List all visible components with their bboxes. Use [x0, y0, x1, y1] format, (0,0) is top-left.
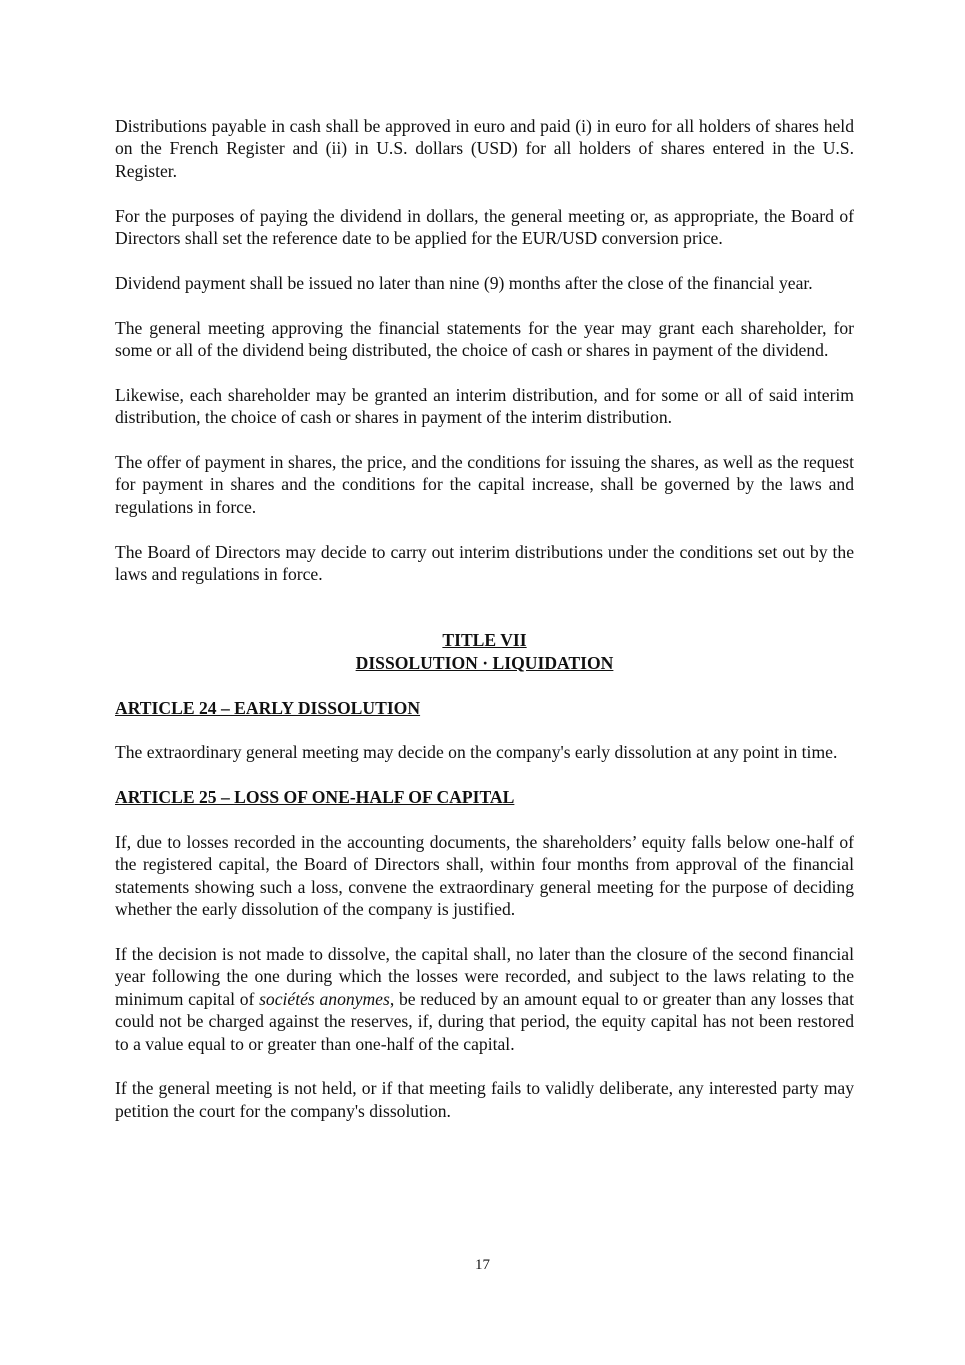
article-25-paragraph-2: [115, 943, 854, 1055]
article-25-paragraph-2-italic: sociétés anonymes: [259, 988, 390, 1009]
paragraph-dividend-currency: Distributions payable in cash shall be approved in euro and paid (i) in euro for all holders of shares held on the French Register and (ii) in U.S. dollars (USD) for all holders of shares entered in the U.S. Register.: [115, 116, 854, 181]
title-line-2: DISSOLUTION · LIQUIDATION: [355, 652, 614, 673]
title-line-1: TITLE VII: [442, 630, 527, 651]
paragraph-dividend-dollars: For the purposes of paying the dividend in dollars, the general meeting or, as appropriate, the Board of Directors shall set the reference date to be applied for the EUR/USD conversion price.: [115, 205, 854, 249]
article-25-paragraph-2-end: , be reduced by an amount equal to or greater than any losses that could not be charged against the reserves, if, during that period, the equity capital has not been restored to a value equal to or greater than one-half of the capital.: [115, 988, 854, 1054]
paragraph-interim-distribution: Likewise, each shareholder may be granted an interim distribution, and for some or all of said interim distribution, the choice of cash or shares in payment of the interim distribution.: [115, 384, 854, 428]
title-heading: [115, 629, 854, 674]
article-25-paragraph-2-start: If the decision is not made to dissolve, the capital shall, no later than the closure of the second financial year following the one during which the losses were recorded, and subject to the laws relating to the minimum capital of: [115, 944, 854, 1009]
page-number: 17: [475, 1257, 490, 1273]
document-page: [115, 115, 854, 1122]
article-25-paragraph-1: If, due to losses recorded in the accounting documents, the shareholders’ equity falls below one-half of the registered capital, the Board of Directors shall, within four months from approval of the financial statements showing such a loss, convene the extraordinary general meeting for the purpose of deciding whether the early dissolution of the company is justified.: [115, 832, 854, 920]
paragraph-dividend-payment-deadline: Dividend payment shall be issued no later than nine (9) months after the close of the financial year.: [115, 272, 813, 293]
paragraph-board-interim: The Board of Directors may decide to carry out interim distributions under the conditions set out by the laws and regulations in force.: [115, 541, 854, 585]
article-25-heading: ARTICLE 25 – LOSS OF ONE-HALF OF CAPITAL: [115, 787, 515, 808]
article-24-heading: ARTICLE 24 – EARLY DISSOLUTION: [115, 697, 421, 718]
paragraph-payment-in-shares: The offer of payment in shares, the price, and the conditions for issuing the shares, as well as the request for payment in shares and the conditions for the capital increase, shall be governed by the laws and regulations in force.: [115, 452, 854, 517]
article-25-paragraph-3: If the general meeting is not held, or if that meeting fails to validly deliberate, any interested party may petition the court for the company's dissolution.: [115, 1078, 854, 1121]
article-24-paragraph: The extraordinary general meeting may decide on the company's early dissolution at any point in time.: [115, 742, 838, 763]
paragraph-dividend-choice: The general meeting approving the financial statements for the year may grant each shareholder, for some or all of the dividend being distributed, the choice of cash or shares in payment of the dividend.: [115, 317, 854, 361]
